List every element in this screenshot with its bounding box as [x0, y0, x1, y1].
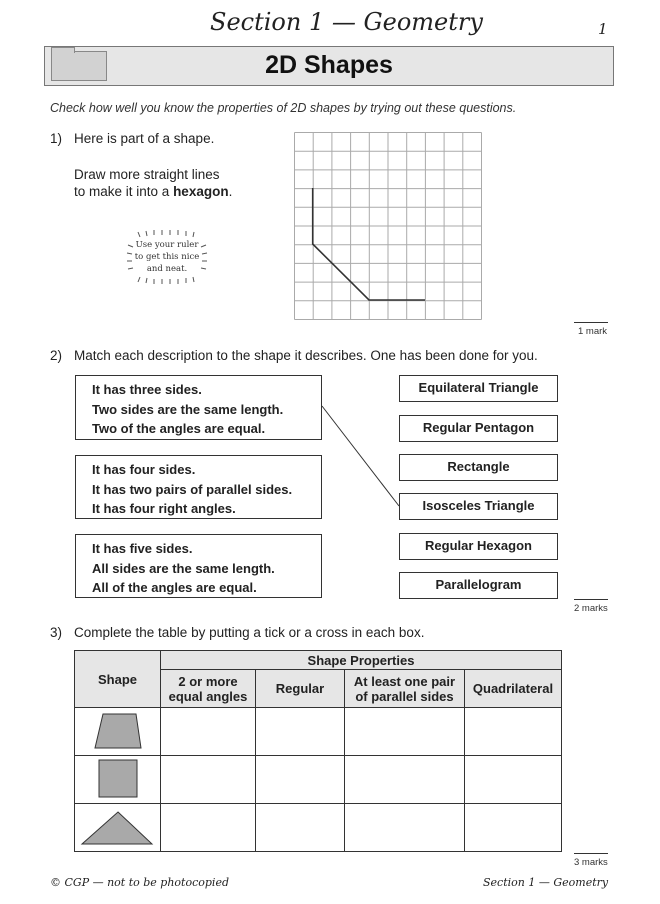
shape-box-isosceles-triangle[interactable]: Isosceles Triangle [399, 493, 558, 520]
q2-text: Match each description to the shape it describes. One has been done for you. [74, 348, 538, 363]
col-header-parallel-sides: At least one pair of parallel sides [345, 670, 465, 708]
answer-cell[interactable] [345, 756, 465, 804]
page-title: 2D Shapes [265, 51, 393, 79]
q1-number: 1) [50, 131, 63, 146]
q3-marks-line [574, 853, 608, 854]
square-icon [83, 756, 153, 800]
q1-line1: Here is part of a shape. [74, 131, 215, 146]
answer-cell[interactable] [161, 804, 256, 852]
page-number: 1 [598, 20, 608, 38]
q3-text: Complete the table by putting a tick or a cross in each box. [74, 625, 425, 640]
table-row [75, 756, 562, 804]
intro-text: Check how well you know the properties of 2D shapes by trying out these questions. [50, 101, 517, 115]
answer-cell[interactable] [345, 708, 465, 756]
q1-marks: 1 mark [578, 326, 608, 337]
square-shape-cell [75, 756, 161, 804]
q2-number: 2) [50, 348, 63, 363]
col-header-equal-angles: 2 or more equal angles [161, 670, 256, 708]
q1-line2: Draw more straight lines [74, 167, 220, 182]
triangle-icon [78, 804, 158, 848]
col-header-quadrilateral: Quadrilateral [465, 670, 562, 708]
answer-cell[interactable] [161, 708, 256, 756]
triangle-shape-cell [75, 804, 161, 852]
group-header-shape-properties: Shape Properties [161, 651, 562, 670]
title-bar [44, 46, 614, 86]
trapezium-shape-cell [75, 708, 161, 756]
tip-text: Use your ruler to get this nice and neat. [134, 240, 200, 274]
answer-cell[interactable] [465, 708, 562, 756]
q1-line3: to make it into a hexagon. [74, 184, 233, 199]
answer-cell[interactable] [465, 756, 562, 804]
q3-number: 3) [50, 625, 63, 640]
trapezium-icon [83, 708, 153, 752]
answer-cell[interactable] [256, 756, 345, 804]
shape-box-regular-pentagon[interactable]: Regular Pentagon [399, 415, 558, 442]
answer-cell[interactable] [256, 708, 345, 756]
footer-copyright: © CGP — not to be photocopied [50, 876, 229, 889]
footer-section: Section 1 — Geometry [483, 876, 609, 889]
description-box-2[interactable]: It has four sides. It has two pairs of parallel sides. It has four right angles. [75, 455, 322, 519]
shape-box-equilateral-triangle[interactable]: Equilateral Triangle [399, 375, 558, 402]
answer-cell[interactable] [256, 804, 345, 852]
section-header: Section 1 — Geometry [210, 8, 483, 36]
shape-box-parallelogram[interactable]: Parallelogram [399, 572, 558, 599]
description-box-1[interactable]: It has three sides. Two sides are the same length. Two of the angles are equal. [75, 375, 322, 440]
answer-cell[interactable] [345, 804, 465, 852]
col-header-shape: Shape [75, 651, 161, 708]
answer-cell[interactable] [161, 756, 256, 804]
description-box-3[interactable]: It has five sides. All sides are the same length. All of the angles are equal. [75, 534, 322, 598]
q3-marks: 3 marks [574, 857, 608, 868]
table-row [75, 804, 562, 852]
drawing-grid[interactable] [294, 132, 482, 320]
shape-box-rectangle[interactable]: Rectangle [399, 454, 558, 481]
q1-marks-line [574, 322, 608, 323]
table-row [75, 708, 562, 756]
col-header-regular: Regular [256, 670, 345, 708]
properties-table [74, 650, 562, 852]
answer-cell[interactable] [465, 804, 562, 852]
q2-marks-line [574, 599, 608, 600]
shape-box-regular-hexagon[interactable]: Regular Hexagon [399, 533, 558, 560]
q2-marks: 2 marks [574, 603, 608, 614]
